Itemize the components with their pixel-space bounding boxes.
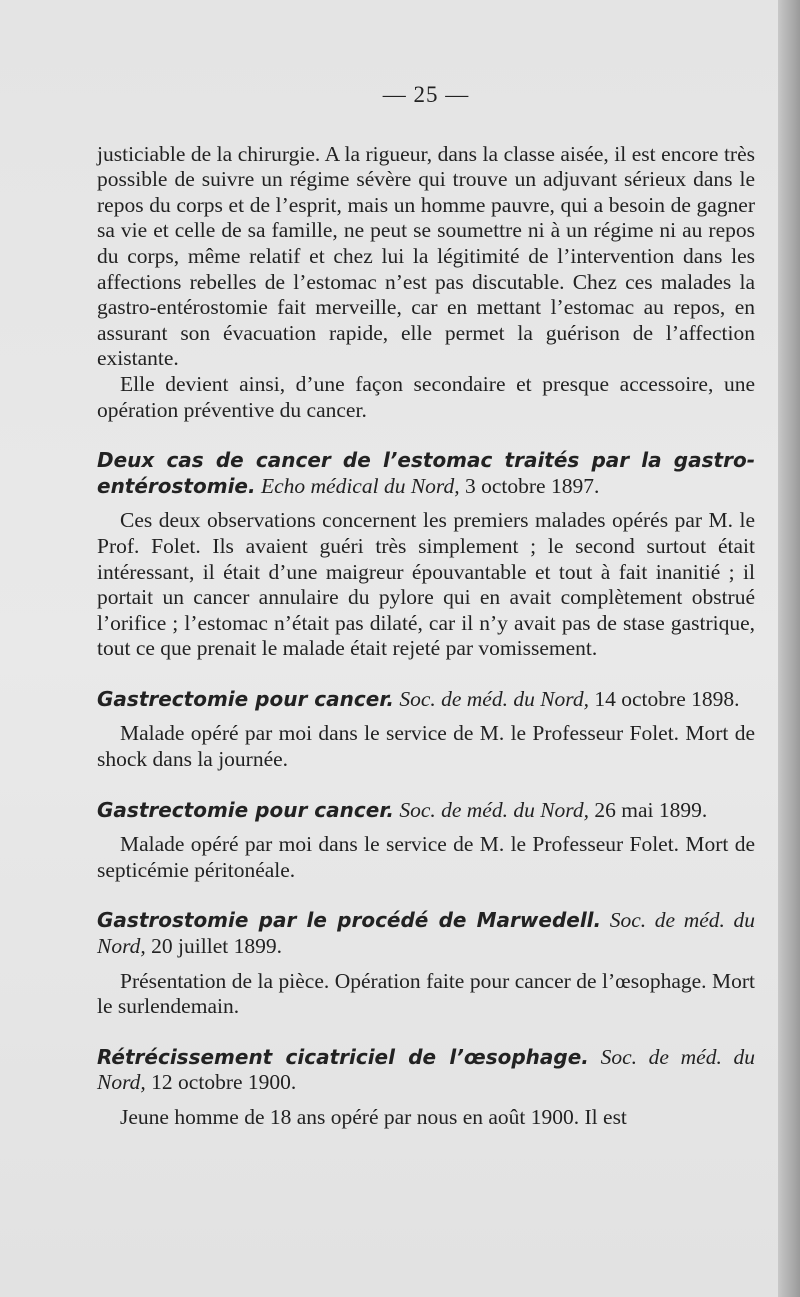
publication-entry — [97, 448, 755, 662]
publication-entry — [97, 1045, 755, 1131]
entry-title: Gastrectomie pour cancer. — [97, 797, 394, 822]
entry-date: 12 octobre 1900. — [151, 1070, 297, 1095]
entry-title: Gastrectomie pour cancer. — [97, 686, 394, 711]
entry-body: Présentation de la pièce. Opération faite pour cancer de l’œsophage. Mort le surlendemain. — [97, 968, 755, 1019]
entry-body: Malade opéré par moi dans le service de M. le Professeur Folet. Mort de septicémie péritonéale. — [97, 832, 755, 882]
entry-title: Deux cas de cancer de l’estomac traités par la gastro-entérostomie. — [97, 448, 755, 498]
page-number: — 25 — — [382, 82, 470, 107]
entry-title: Rétrécissement cicatriciel de l’œsophage. — [97, 1044, 589, 1069]
intro-paragraph: justiciable de la chirurgie. A la rigueur, dans la classe aisée, il est encore très possible de suivre un régime sévère qui trouve un adjuvant sérieux dans le repos du corps et de l’esprit, mais un homme pauvre, qui a besoin de gagner sa vie et celle de sa famille, ne peut se soumettre ni à un régime ni au repos du corps, même relatif et chez lui la légitimité de l’intervention dans les affections rebelles de l’estomac n’est pas discutable. Chez ces malades la gastro-entérostomie fait merveille, car en mettant l’estomac au repos, en assurant son évacuation rapide, elle permet la guérison de l’affection existante. — [97, 141, 755, 371]
entry-heading — [97, 1045, 755, 1096]
entry-heading — [97, 798, 755, 824]
entry-body: Ces deux observations concernent les premiers malades opérés par M. le Prof. Folet. Ils avaient guéri très simplement ; le second surtout était intéressant, il était d’une maigreur épouvantable et tout à fait inanitié ; il portait un cancer annulaire du pylore qui en avait complètement obstrué l’orifice ; l’estomac n’était pas dilaté, car il n’y avait pas de stase gastrique, tout ce que prenait le malade était rejeté par vomissement. — [97, 508, 755, 661]
entry-heading — [97, 448, 755, 499]
entry-heading — [97, 908, 755, 959]
entry-title: Gastrostomie par le procédé de Marwedell. — [97, 908, 602, 933]
publication-entry — [97, 908, 755, 1019]
entry-date: 26 mai 1899. — [594, 797, 708, 822]
page-content — [97, 82, 755, 1131]
publication-entry — [97, 687, 755, 773]
page-edge-shadow — [778, 0, 800, 1297]
entry-date: 3 octobre 1897. — [465, 473, 600, 498]
entry-source: Soc. de méd. du Nord, — [399, 686, 590, 711]
entry-date: 20 juillet 1899. — [151, 934, 282, 959]
entry-body: Malade opéré par moi dans le service de M. le Professeur Folet. Mort de shock dans la journée. — [97, 721, 755, 772]
entry-date: 14 octobre 1898. — [594, 686, 740, 711]
publication-entry — [97, 798, 755, 884]
entry-source: Echo médical du Nord, — [260, 473, 460, 498]
entry-heading — [97, 687, 755, 713]
entry-source: Soc. de méd. du Nord, — [97, 908, 756, 959]
entry-body: Jeune homme de 18 ans opéré par nous en août 1900. Il est — [120, 1105, 627, 1129]
entry-source: Soc. de méd. du Nord, — [399, 797, 590, 822]
entry-source: Soc. de méd. du Nord, — [97, 1044, 756, 1095]
intro-paragraph: Elle devient ainsi, d’une façon secondaire et presque accessoire, une opération préventive du cancer. — [97, 371, 755, 422]
